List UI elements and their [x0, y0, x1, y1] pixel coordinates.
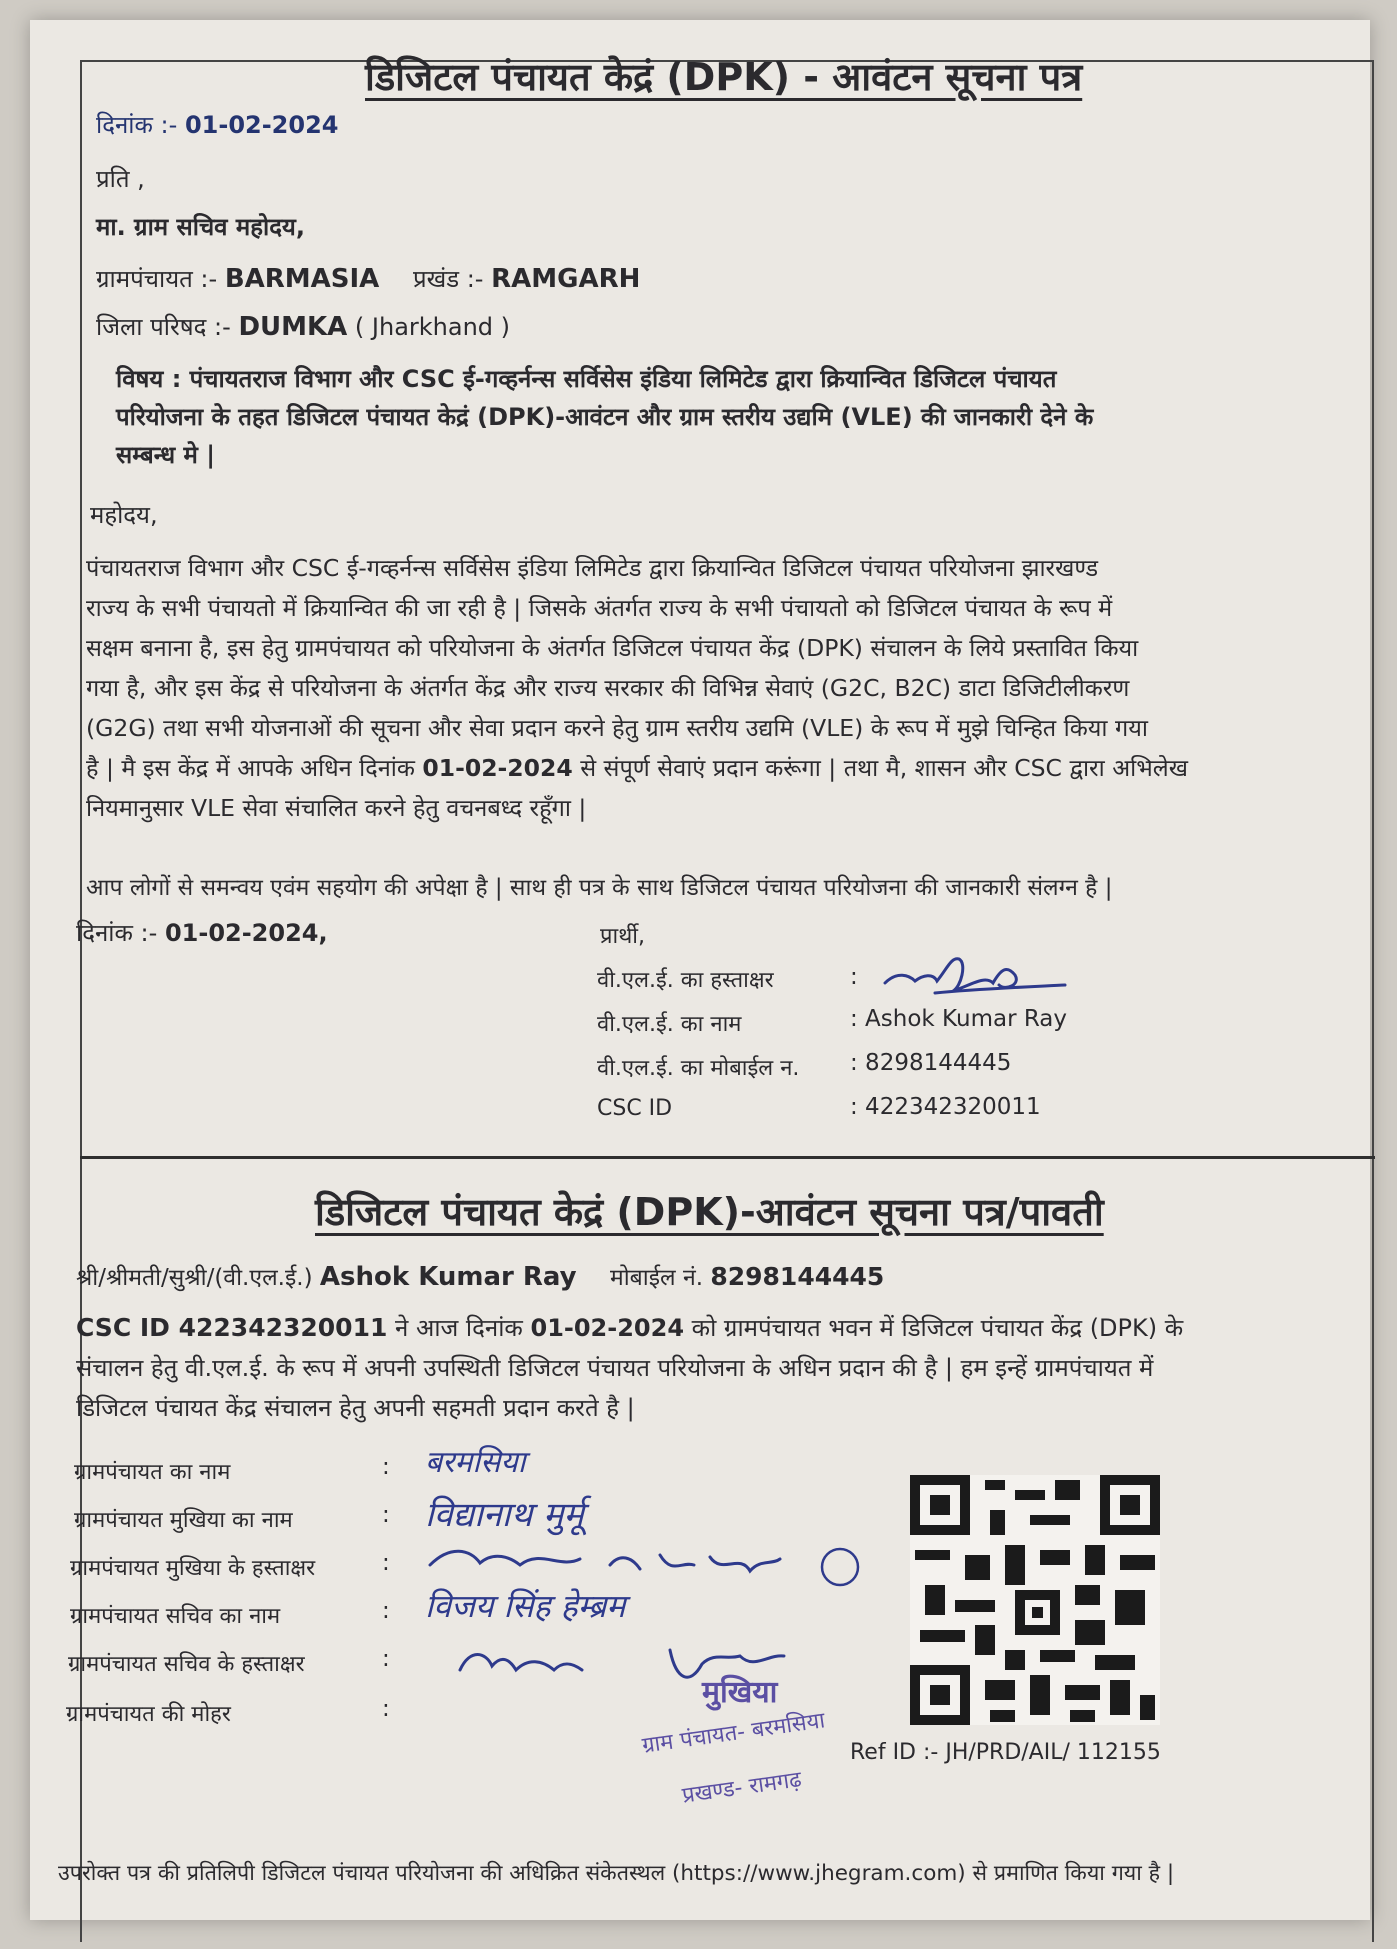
qr-code: [910, 1475, 1160, 1725]
vle-mobile-label: वी.एल.ई. का मोबाईल न.: [597, 1056, 800, 1081]
block-value: RAMGARH: [491, 264, 641, 294]
body-line: (G2G) तथा सभी योजनाओं की सूचना और सेवा प्रदान करने हेतु ग्राम स्तरीय उद्यमि (VLE) के रूप में मुझे चिन्हित किया गया: [86, 714, 1148, 742]
date-value: 01-02-2024: [184, 111, 339, 139]
body-line: पंचायतराज विभाग और CSC ई-गव्हर्नन्स सर्विसेस इंडिया लिमिटेड द्वारा क्रियान्वित डिजिटल पंचायत परियोजना झारखण्ड: [86, 554, 1099, 582]
receipt-body: [76, 1308, 1346, 1428]
state: ( Jharkhand ): [354, 313, 511, 341]
mobile-value: 8298144445: [710, 1262, 885, 1291]
section-divider: [80, 1156, 1375, 1159]
field-colon: :: [382, 1550, 390, 1576]
gp-value: BARMASIA: [224, 264, 380, 294]
receipt-line: डिजिटल पंचायत केंद्र संचालन हेतु अपनी सहमती प्रदान करते है |: [76, 1394, 635, 1422]
field-colon: :: [382, 1646, 390, 1672]
footer-note: उपरोक्त पत्र की प्रतिलिपी डिजिटल पंचायत परियोजना की अधिक्रित संकेतस्थल (https://www.jhegram.com) से प्रमाणित किया गया है |: [58, 1861, 1175, 1886]
handwritten-gp-name: बरमसिया: [425, 1445, 526, 1480]
csc-id-value: : 422342320011: [850, 1094, 1041, 1120]
addressee: मा. ग्राम सचिव महोदय,: [96, 213, 305, 241]
handwritten-mukhiya-name: विद्यानाथ मुर्मू: [425, 1495, 584, 1535]
receipt-title: डिजिटल पंचायत केद्रं (DPK)-आवंटन सूचना पत्र/पावती: [315, 1190, 1104, 1234]
receipt-date: 01-02-2024: [530, 1314, 685, 1342]
handwritten-sachiv-name: विजय सिंह हेम्ब्रम: [425, 1587, 626, 1625]
field-colon: :: [382, 1696, 390, 1722]
field-colon: :: [382, 1454, 390, 1480]
field-mukhiya-name-label: ग्रामपंचायत मुखिया का नाम: [74, 1508, 293, 1533]
vle-mobile-value: : 8298144445: [850, 1050, 1012, 1076]
date-line: [96, 108, 338, 141]
sign-date-value: 01-02-2024,: [164, 919, 328, 947]
letter-title: डिजिटल पंचायत केद्रं (DPK) - आवंटन सूचना पत्र: [365, 55, 1083, 99]
district-line: [96, 310, 510, 343]
stamp-mukhiya: मुखिया: [702, 1675, 778, 1710]
letter-body: [86, 548, 1316, 828]
body-line: [86, 748, 1316, 788]
subject: [116, 360, 1346, 474]
subject-line: विषय : पंचायतराज विभाग और CSC ई-गव्हर्नन्स सर्विसेस इंडिया लिमिटेड द्वारा क्रियान्वित डिजिटल पंचायत: [116, 365, 1057, 393]
stamp-gp: ग्राम पंचायत- बरमसिया: [640, 1708, 827, 1759]
ref-id: Ref ID :- JH/PRD/AIL/ 112155: [850, 1740, 1161, 1765]
body-line: सक्षम बनाना है, इस हेतु ग्रामपंचायत को परियोजना के अंतर्गत डिजिटल पंचायत केंद्र (DPK) संचालन के लिये प्रस्तावित किया: [86, 634, 1139, 662]
csc-id-label: CSC ID: [597, 1096, 673, 1121]
field-colon: :: [382, 1502, 390, 1528]
salutation: महोदय,: [90, 501, 158, 529]
receipt-line-part: को ग्रामपंचायत भवन में डिजिटल पंचायत केंद्र (DPK) के: [691, 1314, 1184, 1342]
vle-sign-label: वी.एल.ई. का हस्ताक्षर: [597, 968, 774, 993]
body-line-part: है | मै इस केंद्र में आपके अधिन दिनांक: [86, 754, 415, 782]
gp-label: ग्रामपंचायत :-: [96, 265, 218, 293]
receipt-line: [76, 1308, 1346, 1348]
name-prefix: श्री/श्रीमती/सुश्री/(वी.एल.ई.): [76, 1265, 313, 1291]
field-colon: :: [382, 1598, 390, 1624]
field-sachiv-name-label: ग्रामपंचायत सचिव का नाम: [70, 1604, 281, 1629]
cooperation-line: आप लोगों से समन्वय एवंम सहयोग की अपेक्षा है | साथ ही पत्र के साथ डिजिटल पंचायत परियोजना की जानकारी संलग्न है |: [86, 875, 1113, 901]
name-value: Ashok Kumar Ray: [319, 1262, 577, 1292]
receipt-csc: CSC ID 422342320011: [76, 1313, 388, 1342]
sign-date-label: दिनांक :-: [76, 919, 158, 947]
vle-name-value: : Ashok Kumar Ray: [850, 1006, 1068, 1032]
body-line: नियमानुसार VLE सेवा संचालित करने हेतु वचनबध्द रहूँगा |: [86, 794, 587, 822]
block-label: प्रखंड :-: [412, 265, 484, 293]
sign-date-line: [76, 916, 328, 949]
vle-name-label: वी.एल.ई. का नाम: [597, 1012, 742, 1037]
prati: प्रति ,: [96, 165, 145, 193]
subject-line: परियोजना के तहत डिजिटल पंचायत केद्रं (DPK)-आवंटन और ग्राम स्तरीय उद्यमि (VLE) की जानकारी देने के: [116, 403, 1094, 431]
prarthi: प्रार्थी,: [600, 924, 645, 949]
vle-signature: [875, 945, 1075, 1005]
letter-page: [30, 20, 1370, 1920]
field-seal-label: ग्रामपंचायत की मोहर: [66, 1702, 231, 1727]
body-date: 01-02-2024: [422, 754, 573, 782]
field-sachiv-sign-label: ग्रामपंचायत सचिव के हस्ताक्षर: [68, 1652, 305, 1677]
subject-line: सम्बन्ध मे |: [116, 441, 215, 469]
field-mukhiya-sign-label: ग्रामपंचायत मुखिया के हस्ताक्षर: [70, 1556, 316, 1581]
district-label: जिला परिषद :-: [96, 313, 231, 341]
receipt-line-part: ने आज दिनांक: [395, 1314, 523, 1342]
gp-line: [96, 262, 640, 295]
body-line: गया है, और इस केंद्र से परियोजना के अंतर्गत केंद्र और राज्य सरकार की विभिन्न सेवाएं (G2C, B2C) डाटा डिजिटीलीकरण: [86, 674, 1130, 702]
field-gp-name-label: ग्रामपंचायत का नाम: [74, 1460, 231, 1485]
receipt-line: संचालन हेतु वी.एल.ई. के रूप में अपनी उपस्थिती डिजिटल पंचायत परियोजना के अधिन प्रदान की है | हम इन्हें ग्रामपंचायत में: [76, 1354, 1154, 1382]
body-line-part: से संपूर्ण सेवाएं प्रदान करूंगा | तथा मै, शासन और CSC द्वारा अभिलेख: [580, 754, 1188, 782]
stamp-block: प्रखण्ड- रामगढ़: [680, 1767, 804, 1809]
vle-sign-colon: :: [850, 964, 858, 990]
district-value: DUMKA: [238, 312, 348, 342]
sachiv-signature: [450, 1630, 890, 1700]
receipt-name-line: [76, 1260, 884, 1292]
date-label: दिनांक :-: [96, 111, 178, 139]
body-line: राज्य के सभी पंचायतो में क्रियान्वित की जा रही है | जिसके अंतर्गत राज्य के सभी पंचायतो को डिजिटल पंचायत के रूप में: [86, 594, 1113, 622]
mobile-label: मोबाईल नं.: [609, 1265, 704, 1291]
